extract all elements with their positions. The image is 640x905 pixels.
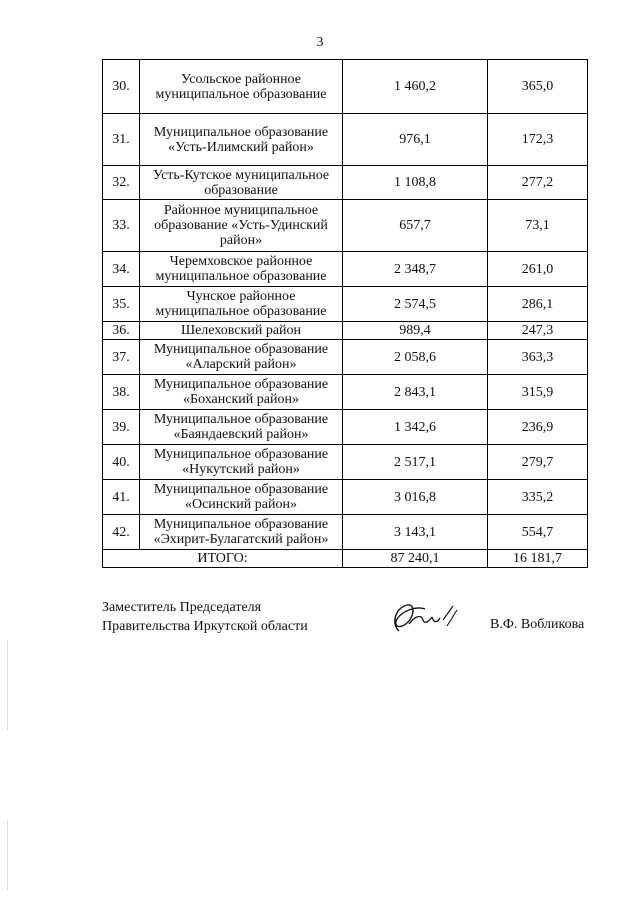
table-row — [103, 114, 588, 166]
scan-edge-mark — [7, 820, 8, 890]
allocation-table — [102, 59, 588, 568]
value-1: 989,4 — [343, 322, 488, 340]
municipality-name: Районное муниципальное образование «Усть-Удинский район» — [140, 200, 343, 252]
value-2: 172,3 — [488, 114, 588, 166]
total-value-2: 16 181,7 — [488, 550, 588, 568]
municipality-name: Шелеховский район — [140, 322, 343, 340]
value-1: 1 460,2 — [343, 60, 488, 114]
row-number: 38. — [103, 375, 140, 410]
value-1: 2 348,7 — [343, 252, 488, 287]
municipality-name: Муниципальное образование «Боханский район» — [140, 375, 343, 410]
row-number: 32. — [103, 166, 140, 200]
municipality-name: Муниципальное образование «Нукутский район» — [140, 445, 343, 480]
municipality-name: Муниципальное образование «Аларский район» — [140, 340, 343, 375]
value-1: 657,7 — [343, 200, 488, 252]
table-row — [103, 445, 588, 480]
value-2: 279,7 — [488, 445, 588, 480]
table-body — [103, 60, 588, 550]
table-row — [103, 375, 588, 410]
municipality-name: Усольское районное муниципальное образование — [140, 60, 343, 114]
value-1: 2 517,1 — [343, 445, 488, 480]
value-2: 335,2 — [488, 480, 588, 515]
municipality-name: Муниципальное образование «Усть-Илимский район» — [140, 114, 343, 166]
municipality-name: Муниципальное образование «Баяндаевский район» — [140, 410, 343, 445]
value-1: 1 108,8 — [343, 166, 488, 200]
row-number: 42. — [103, 515, 140, 550]
value-1: 976,1 — [343, 114, 488, 166]
value-2: 315,9 — [488, 375, 588, 410]
row-number: 31. — [103, 114, 140, 166]
table-row — [103, 410, 588, 445]
value-2: 554,7 — [488, 515, 588, 550]
table-row — [103, 60, 588, 114]
row-number: 37. — [103, 340, 140, 375]
value-2: 277,2 — [488, 166, 588, 200]
signer-position — [102, 598, 308, 636]
handwritten-signature — [385, 596, 460, 638]
row-number: 35. — [103, 287, 140, 322]
table-row — [103, 287, 588, 322]
total-row — [103, 550, 588, 568]
row-number: 39. — [103, 410, 140, 445]
table-row — [103, 480, 588, 515]
value-2: 73,1 — [488, 200, 588, 252]
municipality-name: Чунское районное муниципальное образование — [140, 287, 343, 322]
signer-position-line-1: Заместитель Председателя — [102, 600, 262, 615]
row-number: 33. — [103, 200, 140, 252]
total-value-1: 87 240,1 — [343, 550, 488, 568]
value-2: 247,3 — [488, 322, 588, 340]
row-number: 40. — [103, 445, 140, 480]
value-1: 2 574,5 — [343, 287, 488, 322]
table-row — [103, 322, 588, 340]
table-row — [103, 340, 588, 375]
value-2: 261,0 — [488, 252, 588, 287]
signer-position-line-2: Правительства Иркутской области — [102, 619, 308, 634]
row-number: 41. — [103, 480, 140, 515]
signatory-name: В.Ф. Вобликова — [490, 617, 585, 632]
municipality-name: Муниципальное образование «Осинский район» — [140, 480, 343, 515]
table-row — [103, 200, 588, 252]
value-2: 363,3 — [488, 340, 588, 375]
scan-edge-mark — [7, 640, 8, 730]
table-row — [103, 166, 588, 200]
total-label: ИТОГО: — [103, 550, 343, 568]
value-1: 2 843,1 — [343, 375, 488, 410]
municipality-name: Черемховское районное муниципальное образование — [140, 252, 343, 287]
table-row — [103, 252, 588, 287]
municipality-name: Муниципальное образование «Эхирит-Булагатский район» — [140, 515, 343, 550]
value-2: 236,9 — [488, 410, 588, 445]
table-row — [103, 515, 588, 550]
value-1: 1 342,6 — [343, 410, 488, 445]
value-1: 3 016,8 — [343, 480, 488, 515]
row-number: 30. — [103, 60, 140, 114]
page-number: 3 — [316, 35, 324, 50]
row-number: 36. — [103, 322, 140, 340]
value-1: 2 058,6 — [343, 340, 488, 375]
value-1: 3 143,1 — [343, 515, 488, 550]
row-number: 34. — [103, 252, 140, 287]
value-2: 365,0 — [488, 60, 588, 114]
municipality-name: Усть-Кутское муниципальное образование — [140, 166, 343, 200]
value-2: 286,1 — [488, 287, 588, 322]
